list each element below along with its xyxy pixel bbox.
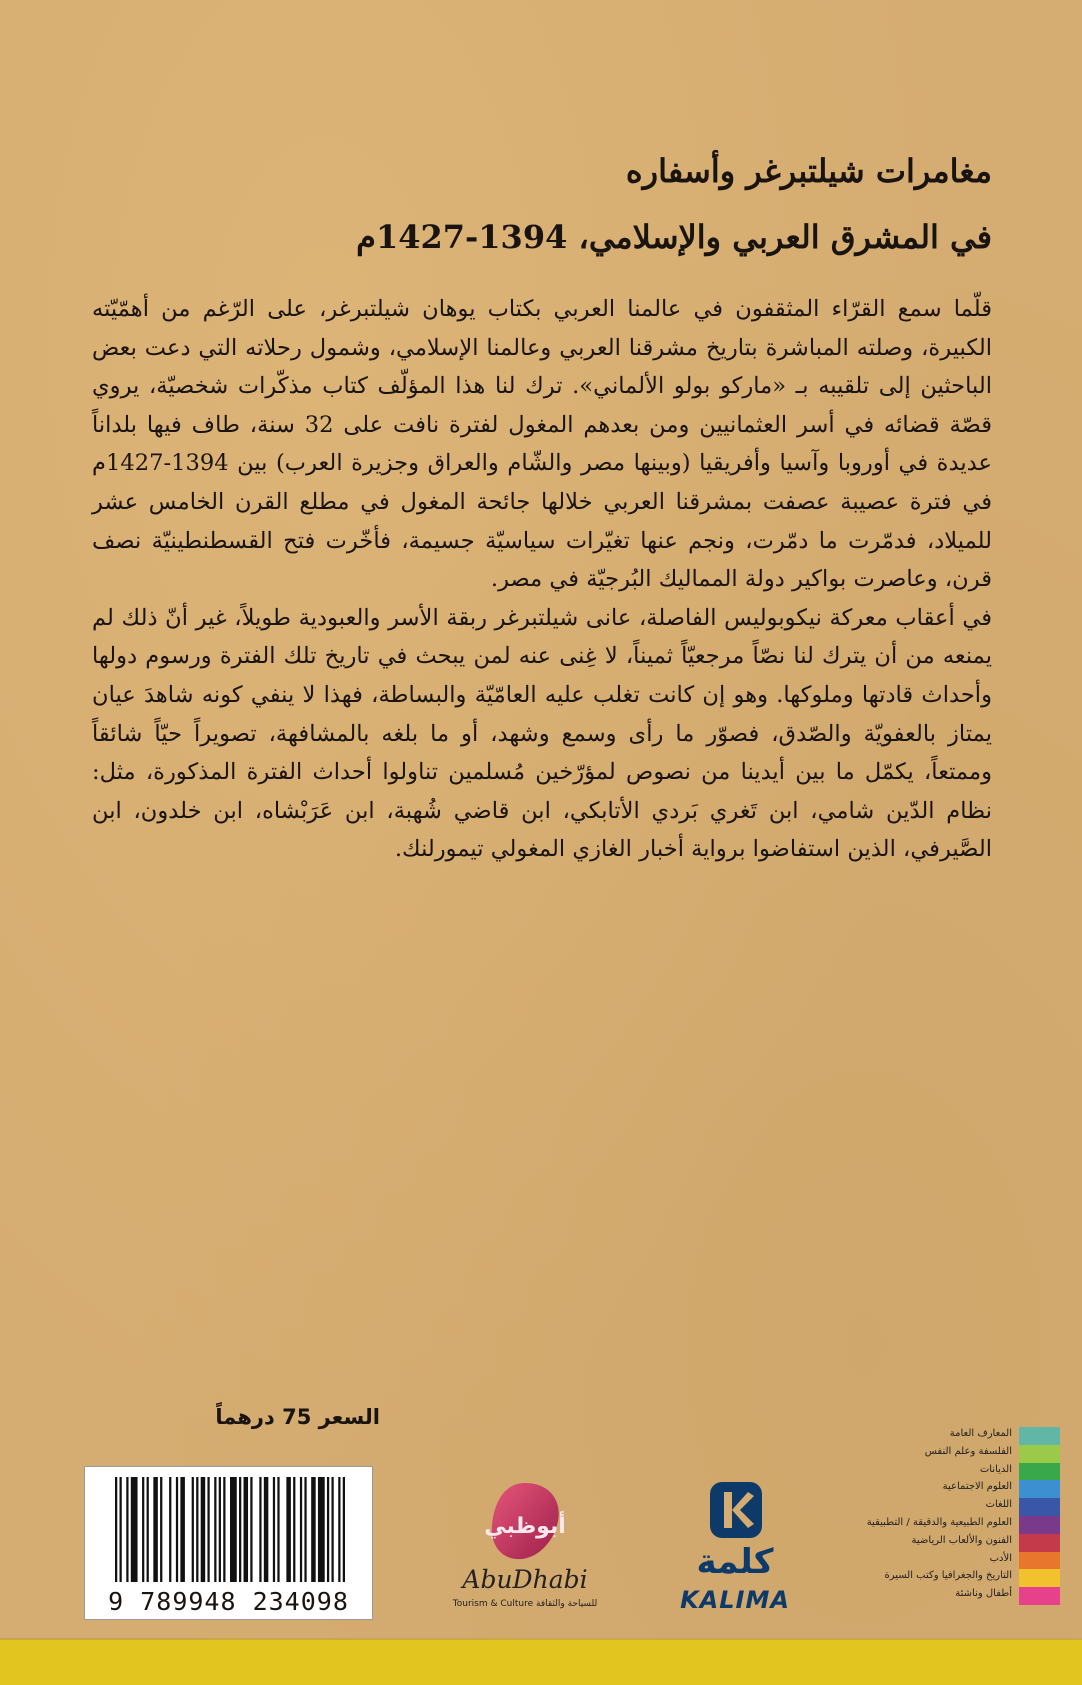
abudhabi-logo [440,1475,610,1615]
barcode-bar [147,1477,149,1582]
abudhabi-wordmark: AbuDhabi [462,1565,588,1594]
bottom-color-stripe [0,1638,1082,1685]
category-swatch [1019,1463,1060,1481]
kalima-english-wordmark: KALIMA [680,1586,790,1614]
category-label: الفنون والألعاب الرياضية [911,1534,1012,1546]
price-label: السعر 75 درهماً [215,1405,380,1429]
blurb-text [92,290,992,869]
kalima-arabic-wordmark: كلمة [696,1542,774,1582]
category-swatch [1019,1534,1060,1552]
category-label: العلوم الاجتماعية [942,1481,1012,1493]
category-row [830,1427,1060,1445]
category-row [830,1516,1060,1534]
category-row [830,1445,1060,1463]
barcode-bar [160,1477,162,1582]
category-row [830,1498,1060,1516]
category-swatch [1019,1445,1060,1463]
barcode-bar [169,1477,171,1582]
barcode-bar [277,1477,279,1582]
barcode-bar [304,1477,306,1582]
blurb-paragraph-2: في أعقاب معركة نيكوبوليس الفاصلة، عانى شيلتبرغر ربقة الأسر والعبودية طويلاً، غير أنّ ذلك لم يمنعه من أن يترك لنا نصّاً مرجعيّاً ثميناً، لا غِنى عنه لمن يبحث في تاريخ تلك الفترة ورسوم دولها وأحداث قادتها وملوكها. وهو إن كانت تغلب عليه العامّيّة والبساطة، فهذا لا ينفي كونه شاهدَ عيان يمتاز بالعفويّة والصّدق، فصوّر ما رأى وسمع وشهد، أو ما بلغه بالمشافهة، تصويراً حيّاً شائقاً وممتعاً، يكمّل ما بين أيدينا من نصوص لمؤرّخين مُسلمين تناولوا أحداث الفترة المذكورة، مثل: نظام الدّين شامي، ابن تَغري بَردي الأتابكي، ابن قاضي شُهبة، ابن عَرَبْشاه، ابن خلدون، ابن الصَّيرفي، الذين استفاضوا برواية أخبار الغازي المغولي تيمورلنك. [92,604,992,863]
category-label: الأدب [989,1552,1012,1564]
barcode-bar [244,1477,249,1582]
category-swatch [1019,1498,1060,1516]
isbn-barcode [84,1466,373,1620]
barcode-bars [115,1477,345,1582]
category-row [830,1587,1060,1605]
barcode-bar [120,1477,122,1582]
barcode-bar [293,1477,295,1582]
abudhabi-emblem-icon [440,1475,610,1567]
category-label: أطفال وناشئة [955,1588,1012,1600]
category-row [830,1569,1060,1587]
title-line-1: مغامرات شيلتبرغر وأسفاره [625,152,992,190]
book-title [92,138,992,270]
barcode-bar [153,1477,158,1582]
barcode-bar [180,1477,185,1582]
barcode-bar [259,1477,261,1582]
kalima-logo [672,1478,798,1618]
barcode-bar [264,1477,269,1582]
category-label: التاريخ والجغرافيا وكتب السيرة [884,1570,1012,1582]
category-swatch [1019,1552,1060,1570]
barcode-bar [219,1477,221,1582]
category-swatch [1019,1516,1060,1534]
category-label: الفلسفة وعلم النفس [924,1445,1012,1457]
category-swatch [1019,1569,1060,1587]
barcode-bar [201,1477,206,1582]
barcode-bar [115,1477,117,1582]
blurb-paragraph-1: قلّما سمع القرّاء المثقفون في عالمنا العربي بكتاب يوهان شيلتبرغر، على الرّغم من أهمّيّته الكبيرة، وصلته المباشرة بتاريخ مشرقنا العربي وعالمنا الإسلامي، وشمول رحلاته التي دعت بعض الباحثين إلى تلقيبه بـ «ماركو بولو الألماني». ترك لنا هذا المؤلّف كتاب مذكّرات شخصيّة، يروي قصّة قضائه في أسر العثمانيين ومن بعدهم المغول لفترة نافت على 32 سنة، طاف فيها بلداناً عديدة في أوروبا وآسيا وأفريقيا (وبينها مصر والشّام والعراق وجزيرة العرب) بين 1394-1427م في فترة عصيبة عصفت بمشرقنا العربي خلالها جائحة المغول في مطلع القرن الخامس عشر للميلاد، فدمّرت ما دمّرت، ونجم عنها تغيّرات سياسيّة جسيمة، فأخّرت فتح القسطنطينيّة نصف قرن، وعاصرت بواكير دولة المماليك البُرجيّة في مصر. [92,296,993,593]
barcode-bar [214,1477,216,1582]
category-swatch [1019,1587,1060,1605]
abudhabi-tagline: Tourism & Culture للسياحة والثقافة [452,1599,598,1609]
category-legend [830,1427,1060,1605]
barcode-bar [196,1477,198,1582]
barcode-bar [338,1477,340,1582]
barcode-bar [311,1477,316,1582]
category-row [830,1463,1060,1481]
category-swatch [1019,1427,1060,1445]
category-swatch [1019,1480,1060,1498]
barcode-bar [286,1477,291,1582]
abudhabi-emblem-text: أبوظبي [484,1514,566,1539]
category-row [830,1480,1060,1498]
barcode-bar [207,1477,209,1582]
category-label: العلوم الطبيعية والدقيقة / التطبيقية [866,1516,1012,1528]
barcode-bar [318,1477,325,1582]
barcode-bar [300,1477,302,1582]
kalima-k-icon [672,1478,798,1544]
isbn-number: 9 789948 234098 [108,1587,349,1616]
category-row [830,1534,1060,1552]
category-label: اللغات [985,1499,1012,1511]
barcode-bar [176,1477,178,1582]
barcode-bar [273,1477,275,1582]
barcode-bar [343,1477,345,1582]
barcode-bar [126,1477,128,1582]
barcode-bar [192,1477,194,1582]
barcode-bar [327,1477,329,1582]
title-line-2: في المشرق العربي والإسلامي، 1394-1427م [356,218,992,256]
barcode-bar [239,1477,241,1582]
barcode-bar [142,1477,144,1582]
barcode-bar [223,1477,225,1582]
category-row [830,1552,1060,1570]
barcode-bar [250,1477,252,1582]
barcode-bar [230,1477,237,1582]
category-label: المعارف العامة [949,1428,1012,1439]
barcode-bar [331,1477,333,1582]
barcode-bar [131,1477,138,1582]
category-label: الديانات [979,1463,1012,1475]
